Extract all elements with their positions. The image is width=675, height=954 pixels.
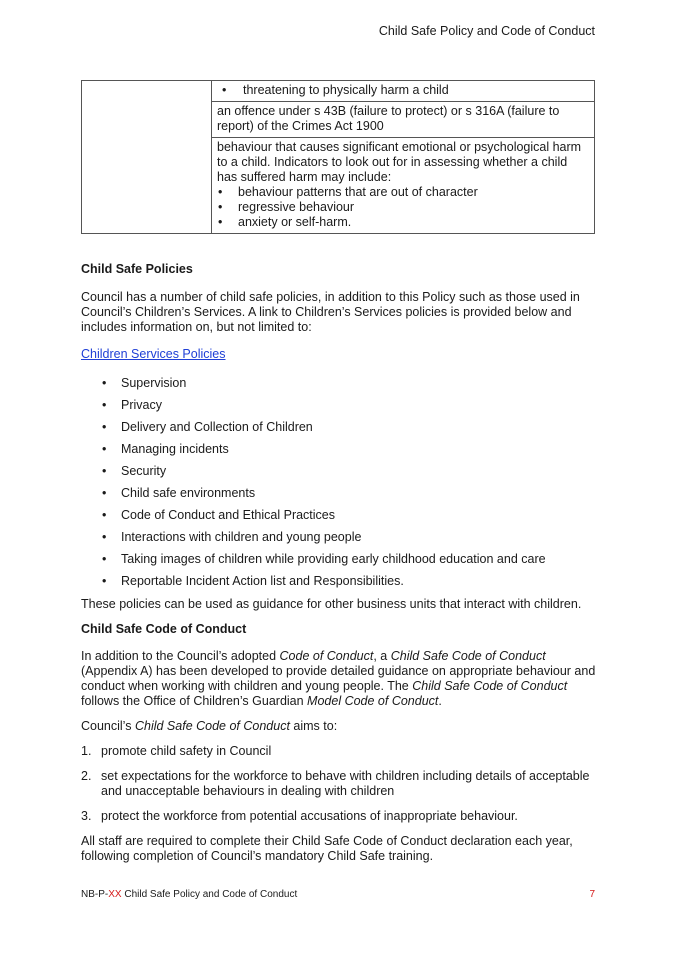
policies-intro: Council has a number of child safe policies, in addition to this Policy such as those used in Council’s Children’s Services. A link to Children’s Services policies is provided below and includes information on, but not limited to: [81,290,580,334]
list-item: • Interactions with children and young people [81,530,601,552]
list-item: • Code of Conduct and Ethical Practices [81,508,601,530]
aims-intro: Council’s Child Safe Code of Conduct aims to: [81,719,338,733]
list-item: • Taking images of children while providing early childhood education and care [81,552,601,574]
cell-bullet-list [217,185,589,230]
list-item: 2. set expectations for the workforce to behave with children including details of acceptable and unacceptable behaviours in dealing with children [81,769,590,798]
cell-bullet-list [217,83,589,98]
table-cell [212,81,595,102]
footer-doc-code: NB-P-XX Child Safe Policy and Code of Conduct [81,889,298,900]
table-row [82,81,595,102]
list-item: 3. protect the workforce from potential accusations of inappropriate behaviour. [81,809,518,823]
section-heading-code-of-conduct: Child Safe Code of Conduct [81,622,247,636]
page-header-title: Child Safe Policy and Code of Conduct [378,24,595,38]
page-footer [81,889,595,900]
cell-text: behaviour that causes significant emotional or psychological harm to a child. Indicators to look out for in assessing whether a child has suffered harm may include: [217,140,582,184]
policies-closing: These policies can be used as guidance for other business units that interact with children. [81,597,582,611]
list-item: • regressive behaviour [217,200,589,215]
code-closing: All staff are required to complete their Child Safe Code of Conduct declaration each year, following completion of Council’s mandatory Child Safe training. [81,834,573,863]
policies-list [81,376,601,596]
code-paragraph: In addition to the Council’s adopted Code of Conduct, a Child Safe Code of Conduct (Appendix A) has been developed to provide detailed guidance on appropriate behaviour and conduct when working with children and young people. The Child Safe Code of Conduct follows the Office of Children’s Guardian Model Code of Conduct. [81,649,596,708]
list-item: • Delivery and Collection of Children [81,420,601,442]
list-item: • Privacy [81,398,601,420]
table-left-cell [82,81,212,234]
page-number: 7 [589,889,595,900]
table-cell: an offence under s 43B (failure to protect) or s 316A (failure to report) of the Crimes Act 1900 [212,102,595,138]
list-item: • Reportable Incident Action list and Responsibilities. [81,574,601,596]
definitions-table [81,80,595,234]
list-item: • Child safe environments [81,486,601,508]
list-item: • Managing incidents [81,442,601,464]
section-heading-policies: Child Safe Policies [81,262,193,276]
list-item: • Security [81,464,601,486]
aims-list [81,744,601,824]
list-item: • Supervision [81,376,601,398]
list-item: • anxiety or self-harm. [217,215,589,230]
list-item: • behaviour patterns that are out of character [217,185,589,200]
children-services-policies-link[interactable]: Children Services Policies [81,347,226,361]
main-content [81,262,601,864]
list-item: • threatening to physically harm a child [217,83,589,98]
table-cell [212,138,595,234]
list-item: 1. promote child safety in Council [81,744,272,758]
